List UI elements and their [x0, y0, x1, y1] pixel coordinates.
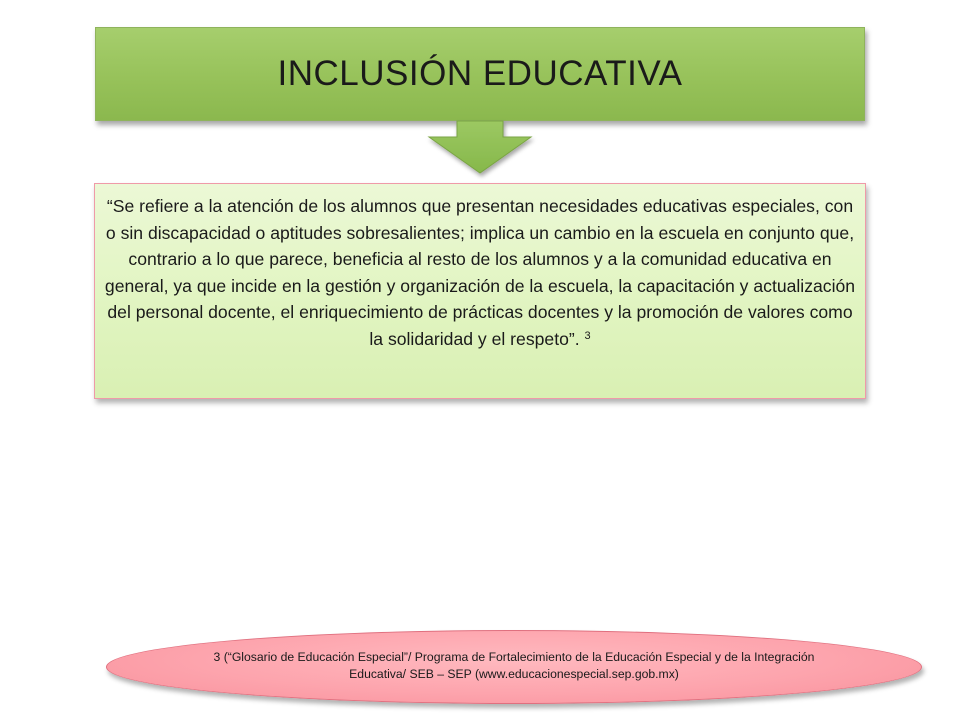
definition-quote [103, 193, 857, 353]
quote-box [94, 183, 866, 399]
footnote-ellipse [106, 630, 922, 704]
title-box [95, 27, 865, 121]
slide-title: INCLUSIÓN EDUCATIVA [277, 53, 683, 93]
down-arrow-icon [428, 120, 532, 174]
footnote-citation: 3 (“Glosario de Educación Especial”/ Programa de Fortalecimiento de la Educación Especial y de la Integración Educativa/ SEB – SEP (www.educacionespecial.sep.gob.mx) [213, 650, 815, 681]
definition-text: “Se refiere a la atención de los alumnos que presentan necesidades educativas especiales, con o sin discapacidad o aptitudes sobresalientes; implica un cambio en la escuela en conjunto que, contrario a lo que parece, beneficia al resto de los alumnos y a la comunidad educativa en general, ya que incide en la gestión y organización de la escuela, la capacitación y actualización del personal docente, el enriquecimiento de prácticas docentes y la promoción de valores como la solidaridad y el respeto”. [104, 196, 856, 349]
footnote-reference: 3 [584, 329, 591, 342]
